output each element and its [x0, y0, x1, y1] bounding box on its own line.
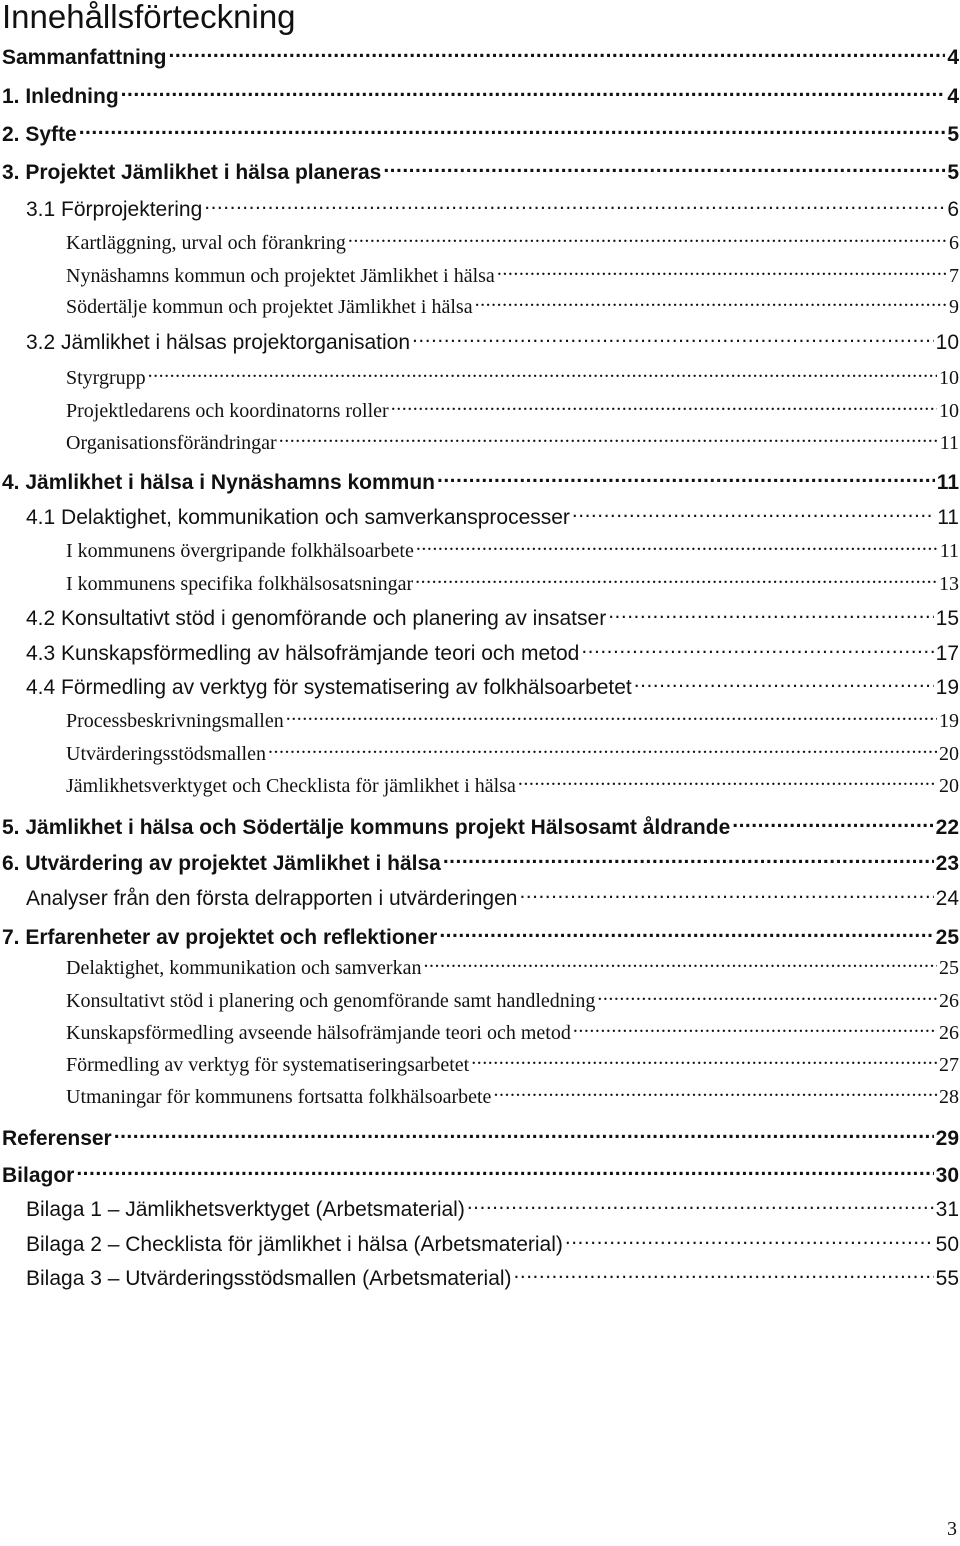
toc-entry-label: I kommunens övergripande folkhälsoarbete — [66, 540, 414, 562]
dot-leader — [514, 1264, 934, 1285]
toc-entry[interactable] — [66, 954, 959, 981]
toc-entry[interactable] — [26, 1195, 959, 1223]
toc-entry-label: I kommunens specifika folkhälsosatsningar — [66, 573, 414, 595]
toc-entry[interactable] — [26, 604, 959, 632]
page-number: 3 — [947, 1518, 957, 1540]
toc-entry[interactable] — [66, 229, 959, 256]
toc-entry-page: 25 — [935, 926, 959, 949]
dot-leader — [416, 537, 938, 557]
dot-leader — [391, 397, 937, 417]
dot-leader — [493, 1083, 937, 1103]
toc-entry-label: 4.4 Förmedling av verktyg för systematisering av folkhälsoarbetet — [26, 676, 632, 699]
toc-entry[interactable] — [66, 1051, 959, 1078]
toc-entry-page: 4 — [947, 46, 959, 69]
toc-entry[interactable] — [66, 987, 959, 1014]
toc-entry-page: 19 — [935, 676, 959, 699]
toc-entry[interactable] — [66, 293, 959, 320]
toc-entry-label: 4.3 Kunskapsförmedling av hälsofrämjande teori och metod — [26, 642, 580, 665]
toc-entry-page: 7 — [949, 265, 959, 287]
dot-leader — [443, 849, 934, 870]
toc-entry-page: 10 — [935, 331, 959, 354]
toc-entry-page: 55 — [935, 1267, 959, 1290]
toc-entry[interactable] — [26, 195, 959, 223]
toc-entry[interactable] — [2, 82, 959, 110]
toc-entry-page: 9 — [949, 296, 959, 318]
dot-leader — [475, 293, 947, 313]
toc-entry-label: 2. Syfte — [2, 123, 77, 146]
toc-entry[interactable] — [66, 429, 959, 456]
toc-entry-page: 20 — [939, 743, 959, 765]
toc-entry[interactable] — [2, 1124, 959, 1152]
dot-leader — [573, 1019, 937, 1039]
dot-leader — [415, 570, 937, 590]
toc-entry-label: Organisationsförändringar — [66, 432, 277, 454]
dot-leader — [423, 954, 937, 974]
toc-entry-page: 11 — [939, 540, 959, 562]
dot-leader — [169, 43, 946, 64]
toc-entry-page: 6 — [949, 232, 959, 254]
toc-entry-label: Referenser — [2, 1127, 112, 1150]
toc-entry-page: 10 — [939, 367, 959, 389]
toc-entry-page: 22 — [935, 816, 959, 839]
toc-entry-label: 3.2 Jämlikhet i hälsas projektorganisation — [26, 331, 411, 354]
dot-leader — [412, 328, 934, 349]
toc-entry-label: Nynäshamns kommun och projektet Jämlikhet i hälsa — [66, 265, 495, 287]
toc-entry[interactable] — [66, 364, 959, 391]
toc-entry[interactable] — [2, 120, 959, 148]
dot-leader — [204, 195, 945, 216]
toc-entry-page: 28 — [939, 1086, 959, 1108]
dot-leader — [519, 884, 933, 905]
dot-leader — [114, 1124, 934, 1145]
toc-entry-label: Kartläggning, urval och förankring — [66, 232, 346, 254]
toc-entry[interactable] — [2, 43, 959, 71]
toc-entry-page: 11 — [939, 432, 959, 454]
toc-entry[interactable] — [66, 397, 959, 424]
toc-entry-page: 26 — [939, 1022, 959, 1044]
toc-entry-label: Bilagor — [2, 1164, 75, 1187]
dot-leader — [348, 229, 947, 249]
toc-entry-page: 29 — [935, 1127, 959, 1150]
toc-entry-label: Processbeskrivningsmallen — [66, 710, 284, 732]
dot-leader — [76, 1161, 933, 1182]
toc-entry-page: 4 — [947, 85, 959, 108]
toc-entry[interactable] — [2, 849, 959, 877]
toc-entry-page: 6 — [947, 198, 959, 221]
toc-entry[interactable] — [26, 639, 959, 667]
toc-entry-label: Kunskapsförmedling avseende hälsofrämjande teori och metod — [66, 1022, 571, 1044]
toc-entry[interactable] — [26, 673, 959, 701]
toc-entry-page: 15 — [935, 607, 959, 630]
toc-entry-page: 26 — [939, 990, 959, 1012]
toc-entry-page: 19 — [939, 710, 959, 732]
toc-entry-page: 20 — [939, 775, 959, 797]
toc-entry-page: 30 — [935, 1164, 959, 1187]
dot-leader — [286, 707, 937, 727]
toc-entry-label: Analyser från den första delrapporten i utvärderingen — [26, 887, 518, 910]
toc-entry[interactable] — [2, 158, 959, 186]
dot-leader — [597, 987, 937, 1007]
toc-entry-page: 50 — [935, 1233, 959, 1256]
toc-entry-page: 24 — [935, 887, 959, 910]
toc-entry-label: Bilaga 1 – Jämlikhetsverktyget (Arbetsmaterial) — [26, 1198, 465, 1221]
dot-leader — [79, 120, 946, 141]
toc-entry-page: 5 — [947, 161, 959, 184]
page-title: Innehållsförteckning — [2, 0, 296, 35]
toc-entry-label: Delaktighet, kommunikation och samverkan — [66, 957, 422, 979]
dot-leader — [497, 262, 947, 282]
toc-entry-page: 17 — [935, 642, 959, 665]
dot-leader — [471, 1051, 937, 1071]
toc-entry[interactable] — [2, 1161, 959, 1189]
dot-leader — [608, 604, 933, 625]
toc-entry[interactable] — [66, 772, 959, 799]
toc-entry[interactable] — [66, 740, 959, 767]
toc-entry[interactable] — [66, 1019, 959, 1046]
toc-entry-page: 11 — [936, 471, 959, 494]
toc-entry-page: 13 — [939, 573, 959, 595]
toc-entry[interactable] — [2, 923, 959, 951]
toc-entry-label: Jämlikhetsverktyget och Checklista för jämlikhet i hälsa — [66, 775, 516, 797]
toc-entry[interactable] — [66, 570, 959, 597]
toc-entry-label: Bilaga 2 – Checklista för jämlikhet i hälsa (Arbetsmaterial) — [26, 1233, 563, 1256]
toc-entry-label: Förmedling av verktyg för systematiseringsarbetet — [66, 1054, 470, 1076]
toc-entry-label: 6. Utvärdering av projektet Jämlikhet i hälsa — [2, 852, 441, 875]
toc-entry[interactable] — [2, 468, 959, 496]
toc-entry-page: 10 — [939, 400, 959, 422]
toc-entry-label: 3. Projektet Jämlikhet i hälsa planeras — [2, 161, 382, 184]
dot-leader — [437, 468, 935, 489]
dot-leader — [565, 1230, 934, 1251]
dot-leader — [279, 429, 938, 449]
dot-leader — [439, 923, 933, 944]
toc-entry[interactable] — [66, 1083, 959, 1110]
toc-entry-label: 4.1 Delaktighet, kommunikation och samverkansprocesser — [26, 506, 570, 529]
toc-entry-label: Styrgrupp — [66, 367, 146, 389]
toc-entry-label: 3.1 Förprojektering — [26, 198, 203, 221]
toc-entry[interactable] — [66, 537, 959, 564]
toc-entry-page: 23 — [935, 852, 959, 875]
toc-entry-label: 5. Jämlikhet i hälsa och Södertälje kommuns projekt Hälsosamt åldrande — [2, 816, 731, 839]
toc-entry-label: 7. Erfarenheter av projektet och reflektioner — [2, 926, 438, 949]
dot-leader — [148, 364, 937, 384]
dot-leader — [581, 639, 933, 660]
toc-entry-label: 1. Inledning — [2, 85, 119, 108]
toc-entry-label: Utmaningar för kommunens fortsatta folkhälsoarbete — [66, 1086, 492, 1108]
dot-leader — [467, 1195, 934, 1216]
toc-entry-label: 4.2 Konsultativt stöd i genomförande och planering av insatser — [26, 607, 607, 630]
dot-leader — [121, 82, 946, 103]
toc-entry-label: Konsultativt stöd i planering och genomförande samt handledning — [66, 990, 596, 1012]
toc-entry-page: 25 — [939, 957, 959, 979]
dot-leader — [572, 503, 935, 524]
toc-entry[interactable] — [26, 1264, 959, 1292]
toc-entry[interactable] — [26, 1230, 959, 1258]
toc-entry-label: Sammanfattning — [2, 46, 167, 69]
dot-leader — [268, 740, 937, 760]
toc-entry-label: Bilaga 3 – Utvärderingsstödsmallen (Arbetsmaterial) — [26, 1267, 512, 1290]
toc-entry-label: Projektledarens och koordinatorns roller — [66, 400, 389, 422]
toc-entry-page: 31 — [935, 1198, 959, 1221]
toc-entry[interactable] — [26, 884, 959, 912]
toc-entry-label: Utvärderingsstödsmallen — [66, 743, 266, 765]
dot-leader — [383, 158, 945, 179]
toc-entry[interactable] — [2, 813, 959, 841]
dot-leader — [518, 772, 937, 792]
toc-entry-page: 27 — [939, 1054, 959, 1076]
toc-entry[interactable] — [26, 503, 959, 531]
toc-entry[interactable] — [26, 328, 959, 356]
dot-leader — [634, 673, 934, 694]
toc-entry-label: 4. Jämlikhet i hälsa i Nynäshamns kommun — [2, 471, 435, 494]
toc-entry-label: Södertälje kommun och projektet Jämlikhet i hälsa — [66, 296, 473, 318]
toc-entry[interactable] — [66, 707, 959, 734]
toc-entry-page: 5 — [947, 123, 959, 146]
toc-entry[interactable] — [66, 262, 959, 289]
dot-leader — [732, 813, 933, 834]
toc-entry-page: 11 — [937, 506, 959, 529]
